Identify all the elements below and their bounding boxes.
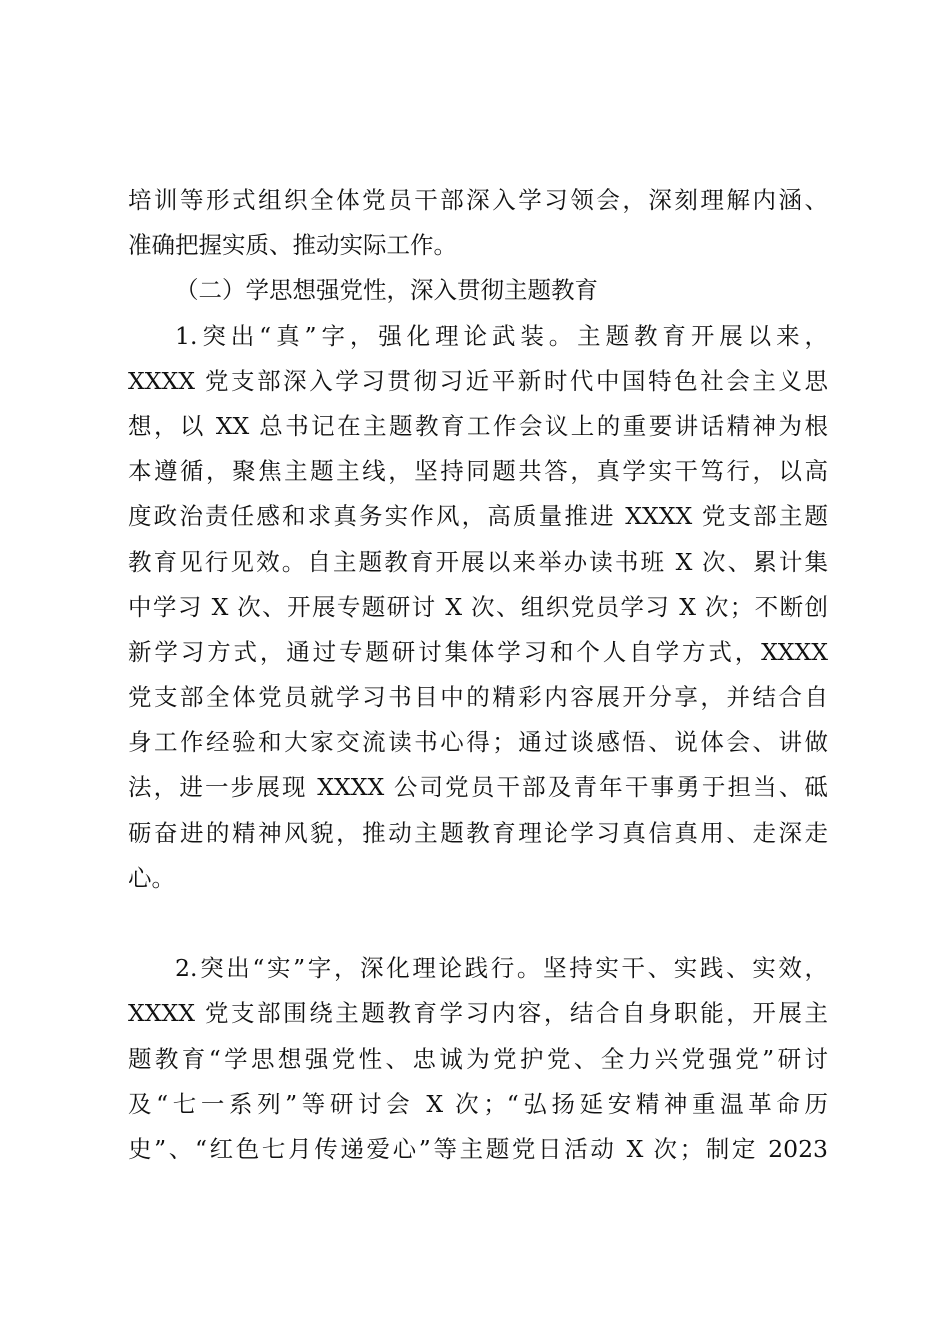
paragraph-1-line: 心。 [128, 863, 175, 892]
paragraph-1-line: 身工作经验和大家交流读书心得；通过谈感悟、说体会、讲做 [128, 728, 828, 757]
paragraph-2-line: XXXX 党支部围绕主题教育学习内容，结合自身职能，开展主 [128, 999, 828, 1028]
paragraph-1-line: XXXX 党支部深入学习贯彻习近平新时代中国特色社会主义思 [128, 366, 828, 395]
paragraph-2-line: 及“七一系列”等研讨会 X 次；“弘扬延安精神重温革命历 [128, 1089, 828, 1118]
paragraph-1-line: 中学习 X 次、开展专题研讨 X 次、组织党员学习 X 次；不断创 [128, 592, 828, 621]
paragraph-2-line: 题教育“学思想强党性、忠诚为党护党、全力兴党强党”研讨 [128, 1044, 828, 1073]
section-heading: （二）学思想强党性，深入贯彻主题教育 [175, 276, 598, 305]
paragraph-1-line: 砺奋进的精神风貌，推动主题教育理论学习真信真用、走深走 [128, 818, 828, 847]
paragraph-1-line: 度政治责任感和求真务实作风，高质量推进 XXXX 党支部主题 [128, 502, 828, 531]
continuation-line: 培训等形式组织全体党员干部深入学习领会，深刻理解内涵、 [128, 186, 828, 214]
paragraph-1-line: 教育见行见效。自主题教育开展以来举办读书班 X 次、累计集 [128, 547, 828, 576]
paragraph-1-line: 本遵循，聚焦主题主线，坚持同题共答，真学实干笃行，以高 [128, 457, 828, 486]
paragraph-1-line: 法，进一步展现 XXXX 公司党员干部及青年干事勇于担当、砥 [128, 773, 828, 802]
paragraph-1-line: 党支部全体党员就学习书目中的精彩内容展开分享，并结合自 [128, 683, 828, 712]
paragraph-2-line: 史”、“红色七月传递爱心”等主题党日活动 X 次；制定 2023 [128, 1134, 828, 1163]
paragraph-2-line: 2.突出“实”字，深化理论践行。坚持实干、实践、实效， [175, 954, 828, 983]
document-body [128, 178, 828, 1172]
paragraph-1-line: 想，以 XX 总书记在主题教育工作会议上的重要讲话精神为根 [128, 411, 828, 440]
paragraph-spacer [128, 901, 828, 946]
paragraph-1-line: 1.突出“真”字，强化理论武装。主题教育开展以来， [175, 321, 828, 350]
paragraph-1-line: 新学习方式，通过专题研讨集体学习和个人自学方式，XXXX [128, 637, 828, 666]
continuation-line: 准确把握实质、推动实际工作。 [128, 231, 457, 260]
